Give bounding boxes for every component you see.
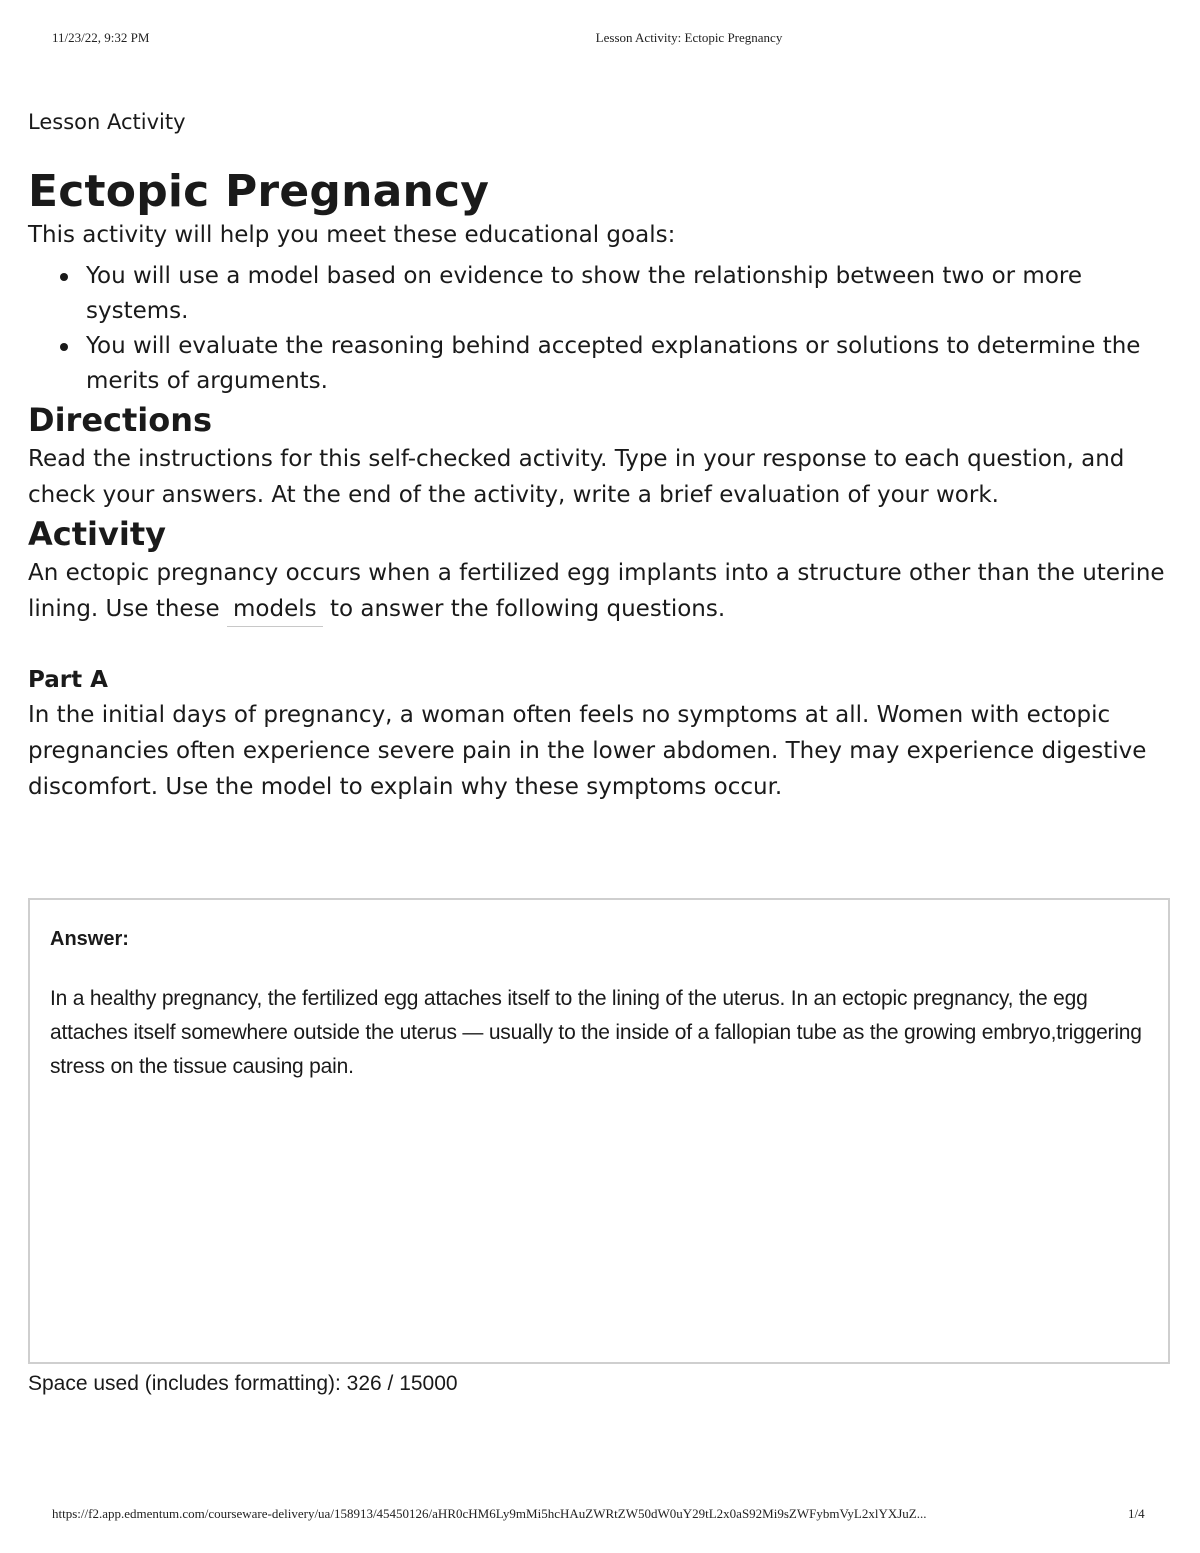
lesson-content (28, 104, 1178, 805)
goals-intro: This activity will help you meet these educational goals: (28, 222, 676, 248)
lesson-eyebrow: Lesson Activity (28, 110, 186, 134)
print-datetime: 11/23/22, 9:32 PM (52, 30, 150, 45)
models-link[interactable]: models (227, 592, 323, 627)
page-title: Ectopic Pregnancy (28, 166, 490, 217)
part-a-heading: Part A (28, 667, 108, 693)
part-a-question: In the initial days of pregnancy, a woman often feels no symptoms at all. Women with ectopic pregnancies often experience severe pain in the lower abdomen. They may experience digestive discomfort. Use the model to explain why these symptoms occur. (28, 702, 1147, 800)
activity-text (28, 555, 1178, 627)
print-url: https://f2.app.edmentum.com/courseware-delivery/ua/158913/45450126/aHR0cHM6Ly9mMi5hcHAuZWRtZW50dW0uY29tL2x0aS92Mi9sZWFybmVyL2xlYXJuZ... (52, 1506, 927, 1521)
activity-text-before: An ectopic pregnancy occurs when a fertilized egg implants into a structure other than the uterine lining. Use these (28, 560, 1165, 622)
answer-field[interactable] (28, 898, 1170, 1364)
print-footer (0, 1506, 1200, 1526)
goal-text: You will use a model based on evidence to show the relationship between two or more systems. (86, 263, 1082, 324)
print-header (0, 30, 1200, 50)
activity-text-after: to answer the following questions. (329, 596, 726, 622)
goals-list (28, 259, 1178, 399)
bullet-icon (60, 343, 68, 351)
print-page-title: Lesson Activity: Ectopic Pregnancy (595, 30, 783, 45)
space-used-counter: Space used (includes formatting): 326 / 15000 (28, 1372, 458, 1395)
bullet-icon (60, 273, 68, 281)
answer-text[interactable]: In a healthy pregnancy, the fertilized egg attaches itself to the lining of the uterus. In an ectopic pregnancy, the egg attaches itself somewhere outside the uterus — usually to the inside of a fallopian tube as the growing embryo,triggering stress on the tissue causing pain. (50, 987, 1142, 1078)
goal-item (28, 259, 1178, 329)
activity-heading: Activity (28, 515, 166, 553)
goal-item (28, 329, 1178, 399)
goal-text: You will evaluate the reasoning behind accepted explanations or solutions to determine the merits of arguments. (86, 333, 1141, 394)
answer-label: Answer: (50, 928, 129, 950)
directions-text: Read the instructions for this self-checked activity. Type in your response to each question, and check your answers. At the end of the activity, write a brief evaluation of your work. (28, 446, 1125, 508)
directions-heading: Directions (28, 401, 213, 439)
print-page-number: 1/4 (1128, 1506, 1145, 1521)
